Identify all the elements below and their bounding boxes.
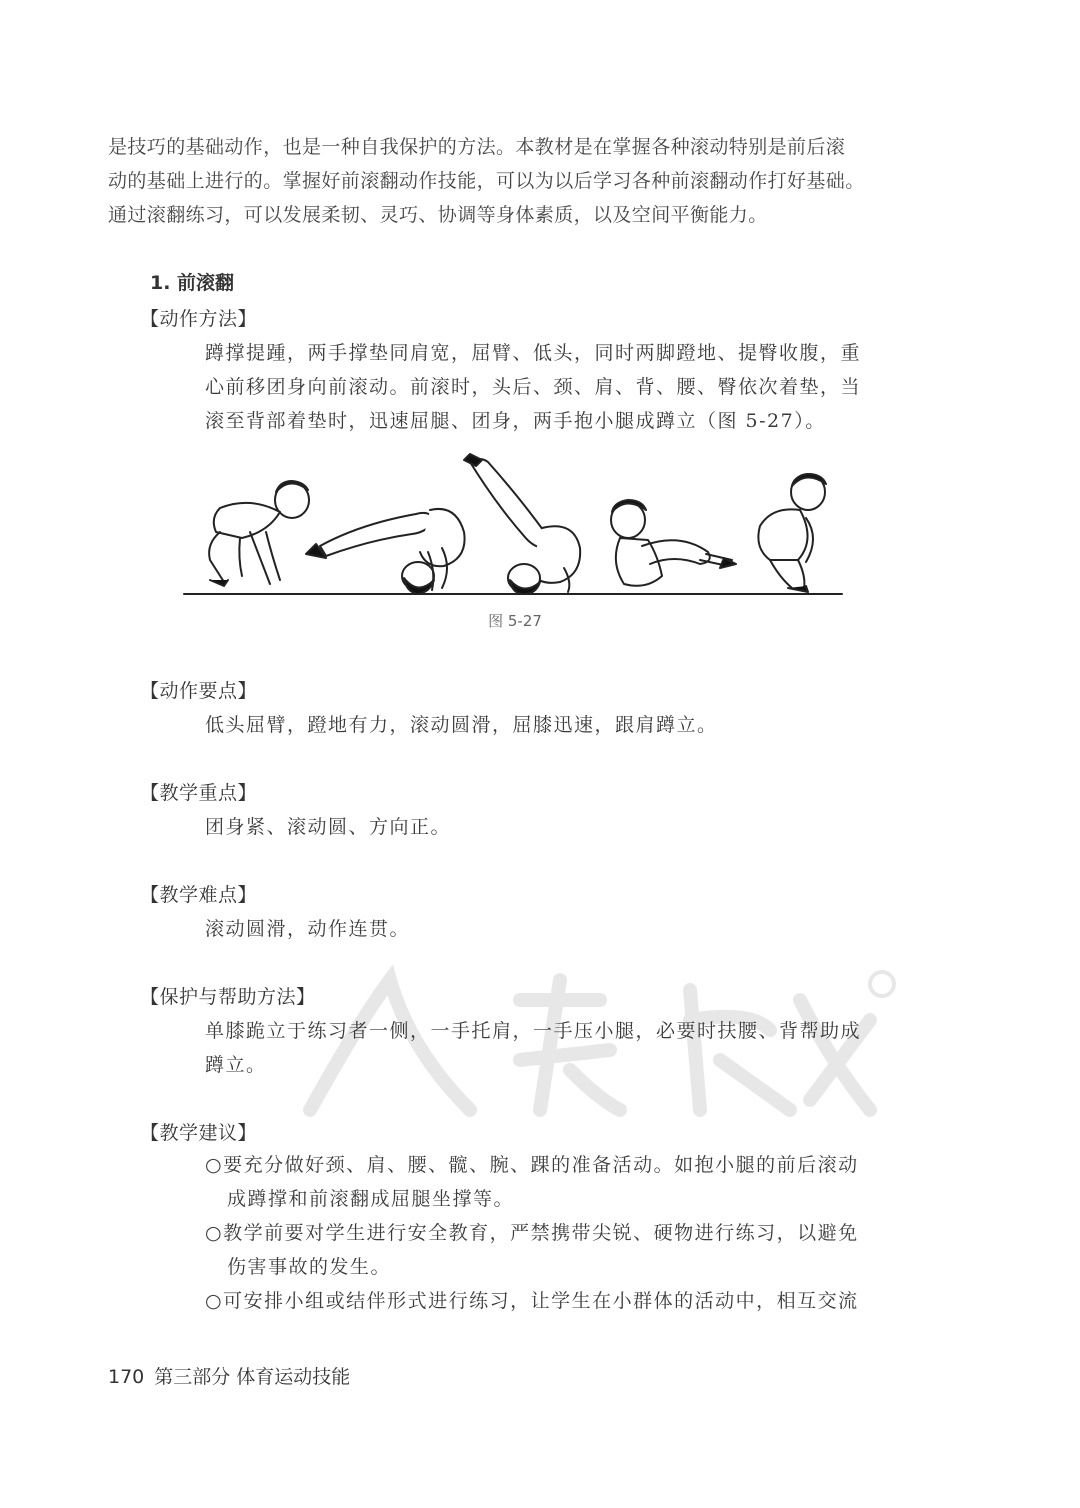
- suggestion-text: 教学前要对学生进行安全教育，严禁携带尖锐、硬物进行练习，以避免: [223, 1222, 859, 1244]
- forward-roll-sequence-illustration: [180, 448, 850, 608]
- protection-line: 单膝跪立于练习者一侧，一手托肩，一手压小腿，必要时扶腰、背帮助成: [205, 1020, 862, 1042]
- method-line: 蹲撑提踵，两手撑垫同肩宽，屈臂、低头，同时两脚蹬地、提臀收腹，重: [205, 342, 862, 364]
- circle-bullet-icon: ○: [205, 1290, 224, 1312]
- method-line: 心前移团身向前滚动。前滚时，头后、颈、肩、背、腰、臀依次着垫，当: [205, 376, 862, 398]
- teaching-focus-body: [205, 810, 925, 844]
- pose-roll-on-back: [464, 454, 580, 594]
- pose-squat-finish: [758, 474, 826, 592]
- intro-line: 通过滚翻练习，可以发展柔韧、灵巧、协调等身体素质，以及空间平衡能力。: [108, 204, 768, 226]
- pose-roll-head-down: [306, 509, 465, 594]
- protection-line: 蹲立。: [205, 1054, 267, 1076]
- circle-bullet-icon: ○: [205, 1154, 224, 1176]
- section-title: 1. 前滚翻: [150, 272, 235, 294]
- page-footer: [108, 1362, 350, 1389]
- suggestion-text: 可安排小组或结伴形式进行练习，让学生在小群体的活动中，相互交流: [223, 1290, 859, 1312]
- suggestion-item: [205, 1284, 930, 1318]
- suggestion-item: [205, 1216, 930, 1284]
- key-points-heading: 【动作要点】: [140, 680, 258, 702]
- intro-paragraph: [108, 130, 928, 232]
- protection-heading: 【保护与帮助方法】: [140, 986, 316, 1008]
- teaching-difficulty-heading: 【教学难点】: [140, 884, 258, 906]
- suggestion-text: 要充分做好颈、肩、腰、髋、腕、踝的准备活动。如抱小腿的前后滚动: [223, 1154, 859, 1176]
- teaching-focus-line: 团身紧、滚动圆、方向正。: [205, 816, 452, 838]
- footer-section-title: 第三部分 体育运动技能: [154, 1366, 351, 1388]
- suggestions-list: [205, 1148, 930, 1318]
- teaching-focus-heading: 【教学重点】: [140, 782, 258, 804]
- intro-line: 动的基础上进行的。掌握好前滚翻动作技能，可以为以后学习各种前滚翻动作打好基础。: [108, 170, 865, 192]
- key-points-body: [205, 708, 925, 742]
- suggestions-heading: 【教学建议】: [140, 1122, 258, 1144]
- teaching-difficulty-body: [205, 912, 925, 946]
- protection-body: [205, 1014, 925, 1082]
- circle-bullet-icon: ○: [205, 1222, 224, 1244]
- pose-crouch-start: [209, 481, 309, 586]
- method-line: 滚至背部着垫时，迅速屈腿、团身，两手抱小腿成蹲立（图 5-27）。: [205, 410, 826, 432]
- pose-seated-tuck: [611, 500, 736, 586]
- suggestion-text-continued: 伤害事故的发生。: [227, 1256, 392, 1278]
- suggestion-text-continued: 成蹲撑和前滚翻成屈腿坐撑等。: [227, 1188, 515, 1210]
- method-heading: 【动作方法】: [140, 308, 258, 330]
- figure-caption: 图 5-27: [488, 612, 542, 630]
- page-number: 170: [108, 1366, 145, 1388]
- intro-line: 是技巧的基础动作，也是一种自我保护的方法。本教材是在掌握各种滚动特别是前后滚: [108, 136, 846, 158]
- method-body: [205, 336, 925, 438]
- suggestion-item: [205, 1148, 930, 1216]
- key-points-line: 低头屈臂，蹬地有力，滚动圆滑，屈膝迅速，跟肩蹲立。: [205, 714, 718, 736]
- teaching-difficulty-line: 滚动圆滑，动作连贯。: [205, 918, 411, 940]
